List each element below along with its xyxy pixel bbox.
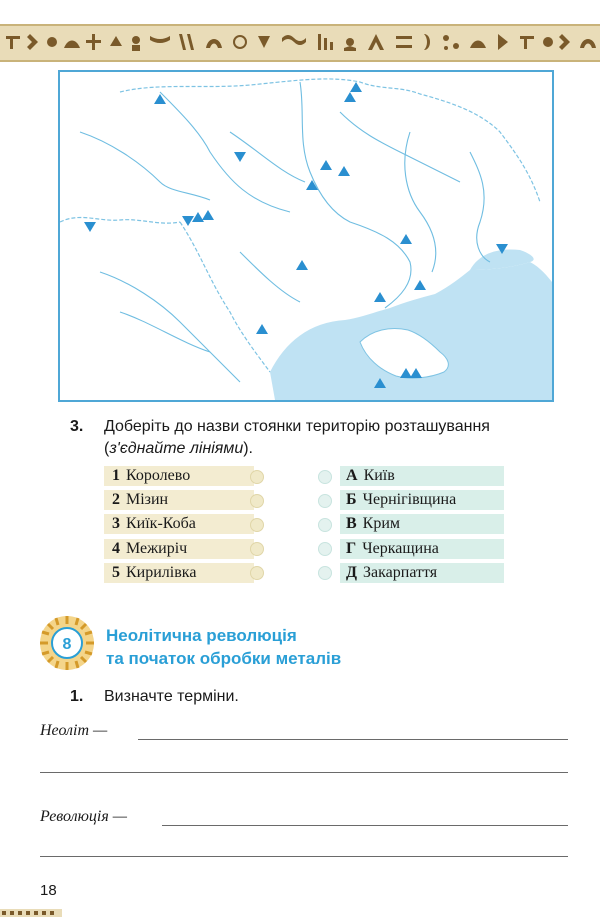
territory-name: Закарпаття — [363, 563, 438, 581]
answer-line[interactable] — [162, 825, 568, 826]
task3-instruction-main: Доберіть до назви стоянки територію розташування — [104, 418, 490, 435]
site-name: Королево — [126, 467, 191, 484]
site-item — [104, 490, 254, 510]
site-connector-dot[interactable] — [250, 542, 264, 556]
section-number: 8 — [62, 636, 72, 653]
petroglyph-ornament — [0, 26, 600, 60]
task1-text: Визначте терміни. — [104, 688, 239, 705]
territory-connector-dot[interactable] — [318, 518, 332, 532]
site-connector-dot[interactable] — [250, 566, 264, 580]
task1-number: 1. — [70, 688, 84, 705]
territory-item — [340, 466, 504, 486]
site-num: 4 — [112, 539, 120, 557]
site-item — [104, 514, 254, 534]
site-name: Мізин — [126, 491, 169, 509]
ornamental-banner — [0, 24, 600, 62]
site-item — [104, 539, 254, 559]
site-num: 3 — [112, 515, 120, 533]
territory-letter: Б — [346, 491, 357, 509]
territory-connector-dot[interactable] — [318, 566, 332, 580]
territory-name: Київ — [363, 467, 395, 484]
task3-number: 3. — [70, 418, 84, 435]
territory-item — [340, 539, 504, 559]
section-title-line2: та початок обробки металів — [106, 649, 342, 668]
footer-ornament — [0, 909, 62, 917]
territory-name: Крим — [362, 515, 401, 533]
territories-list — [340, 466, 504, 587]
task3-paren-close: ). — [243, 440, 253, 457]
section-title — [106, 624, 341, 670]
site-num: 5 — [112, 563, 120, 581]
territory-letter: В — [346, 515, 357, 533]
section-title-line1: Неолітична революція — [106, 626, 297, 645]
territory-item — [340, 490, 504, 510]
answer-line[interactable] — [40, 772, 568, 773]
territory-connector-dot[interactable] — [318, 494, 332, 508]
territory-item — [340, 563, 504, 583]
territory-letter: Д — [346, 563, 358, 581]
page-number: 18 — [40, 882, 57, 899]
answer-line[interactable] — [40, 856, 568, 857]
section-badge-icon — [38, 614, 96, 672]
site-item — [104, 466, 254, 486]
territory-connector-dot[interactable] — [318, 470, 332, 484]
task3-instruction-italic: з'єднайте лініями — [109, 440, 244, 457]
map-graphic — [60, 72, 552, 400]
site-name: Кирилівка — [126, 563, 197, 581]
site-connector-dot[interactable] — [250, 518, 264, 532]
task3-paren-open: ( — [104, 440, 110, 457]
term-label-revolution: Революція — — [40, 808, 127, 825]
site-connector-dot[interactable] — [250, 470, 264, 484]
territory-name: Чернігівщина — [362, 491, 457, 509]
site-name: Межиріч — [126, 539, 188, 557]
site-num: 1 — [112, 467, 120, 484]
territory-connector-dot[interactable] — [318, 542, 332, 556]
site-name: Киїк-Коба — [126, 515, 196, 533]
site-num: 2 — [112, 491, 120, 509]
territory-item — [340, 514, 504, 534]
site-item — [104, 563, 254, 583]
task3-instruction — [104, 416, 574, 460]
term-label-neolit: Неоліт — — [40, 722, 108, 739]
territory-letter: А — [346, 467, 358, 484]
sites-list — [104, 466, 254, 587]
site-connector-dot[interactable] — [250, 494, 264, 508]
territory-name: Черкащина — [362, 539, 439, 557]
territory-letter: Г — [346, 539, 357, 557]
contour-map — [58, 70, 554, 402]
answer-line[interactable] — [138, 739, 568, 740]
